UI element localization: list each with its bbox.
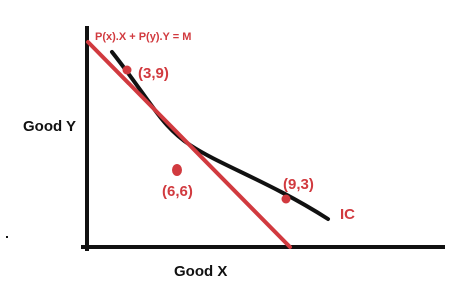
point-6-6-label: (6,6) [162, 183, 193, 200]
point-3-9-marker [123, 66, 132, 75]
stray-dot [6, 236, 8, 238]
point-9-3-marker [282, 195, 291, 204]
point-6-6-marker [172, 164, 182, 176]
budget-line [88, 42, 290, 247]
y-axis-label: Good Y [23, 118, 77, 135]
x-axis-label: Good X [174, 263, 228, 280]
point-3-9-label: (3,9) [138, 65, 169, 82]
budget-line-equation: P(x).X + P(y).Y = M [95, 31, 192, 43]
indifference-curve-label: IC [340, 206, 355, 223]
point-9-3-label: (9,3) [283, 176, 314, 193]
